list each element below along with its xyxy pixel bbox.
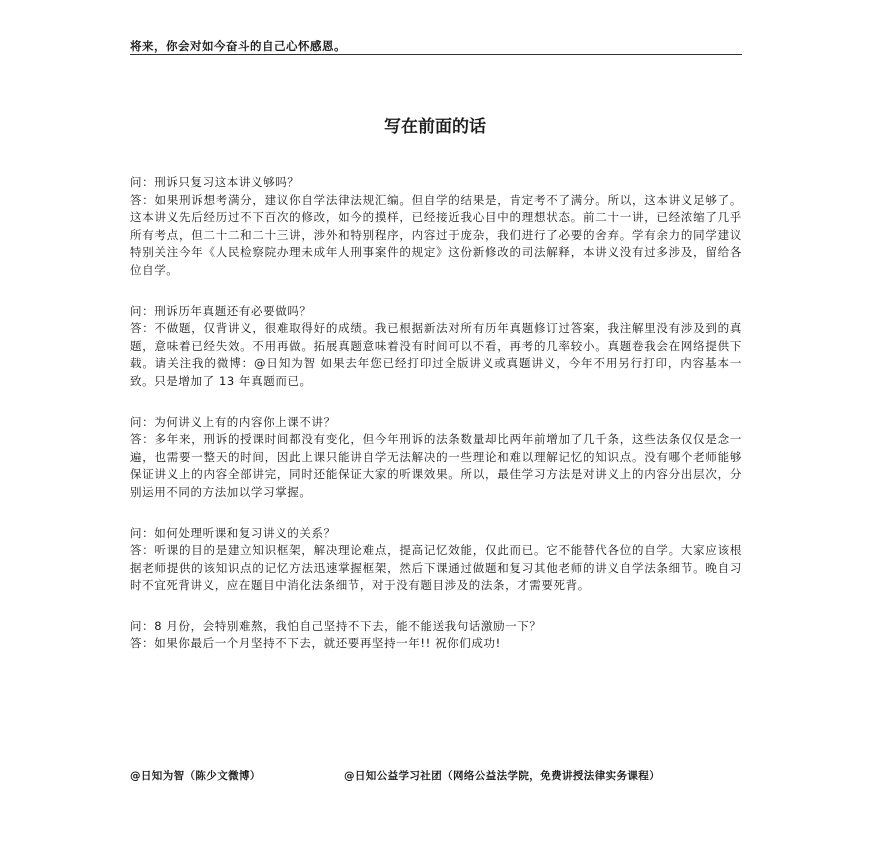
page-title: 写在前面的话 <box>384 117 486 137</box>
qa-item <box>130 618 742 653</box>
qa-item <box>130 414 742 502</box>
qa-item <box>130 174 742 280</box>
question: 问：刑诉只复习这本讲义够吗？ <box>130 175 300 189</box>
qa-content <box>130 174 742 653</box>
answer: 答：如果你最后一个月坚持不下去，就还要再坚持一年!! 祝你们成功! <box>130 636 501 651</box>
question: 问：如何处理听课和复习讲义的关系？ <box>130 525 336 540</box>
question: 问：8 月份，会特别难熬，我怕自己坚持不下去，能不能送我句话激励一下？ <box>130 618 542 633</box>
question: 问：刑诉历年真题还有必要做吗？ <box>130 303 312 318</box>
question: 问：为何讲义上有的内容你上课不讲？ <box>130 414 336 429</box>
answer: 答：听课的目的是建立知识框架，解决理论难点，提高记忆效能，仅此而已。它不能替代各位的自学。大家应该根据老师提供的该知识点的记忆方法迅速掌握框架，然后下课通过做题和复习其他老师的讲义自学法条细节。晚自习时不宜死背讲义，应在题目中消化法条细节，对于没有题目涉及的法条，才需要死背。 <box>130 543 742 593</box>
footer-community-credit: @日知公益学习社团（网络公益法学院，免费讲授法律实务课程） <box>344 770 661 782</box>
qa-item <box>130 303 742 391</box>
answer: 答：不做题，仅背讲义，很难取得好的成绩。我已根据新法对所有历年真题修订过答案，我注解里没有涉及到的真题，意味着已经失效。不用再做。拓展真题意味着没有时间可以不看，再考的几率较小。真题卷我会在网络提供下载。请关注我的微博：@日知为智 如果去年您已经打印过全版讲义或真题讲义，今年不用另行打印，内容基本一致。只是增加了 13 年真题而已。 <box>130 321 742 388</box>
qa-item <box>130 525 742 595</box>
header-motto: 将来，你会对如今奋斗的自己心怀感恩。 <box>130 39 346 53</box>
answer: 答：多年来，刑诉的授课时间都没有变化，但今年刑诉的法条数量却比两年前增加了几千条，这些法条仅仅是念一遍，也需要一整天的时间，因此上课只能讲自学无法解决的一些理论和难以理解记忆的知识点。没有哪个老师能够保证讲义上的内容全部讲完，同时还能保证大家的听课效果。所以，最佳学习方法是对讲义上的内容分出层次，分别运用不同的方法加以学习掌握。 <box>130 432 742 499</box>
header-divider <box>130 54 742 55</box>
answer: 答：如果刑诉想考满分，建议你自学法律法规汇编。但自学的结果是，肯定考不了满分。所以，这本讲义足够了。这本讲义先后经历过不下百次的修改，如今的摸样，已经接近我心目中的理想状态。前二十一讲，已经浓缩了几乎所有考点，但二十二和二十三讲，涉外和特别程序，内容过于庞杂，我们进行了必要的舍弃。学有余力的同学建议特别关注今年《人民检察院办理未成年人刑事案件的规定》这份新修改的司法解释，本讲义没有过多涉及，留给各位自学。 <box>130 192 742 277</box>
footer-weibo-credit: @日知为智（陈少文微博） <box>130 770 261 782</box>
